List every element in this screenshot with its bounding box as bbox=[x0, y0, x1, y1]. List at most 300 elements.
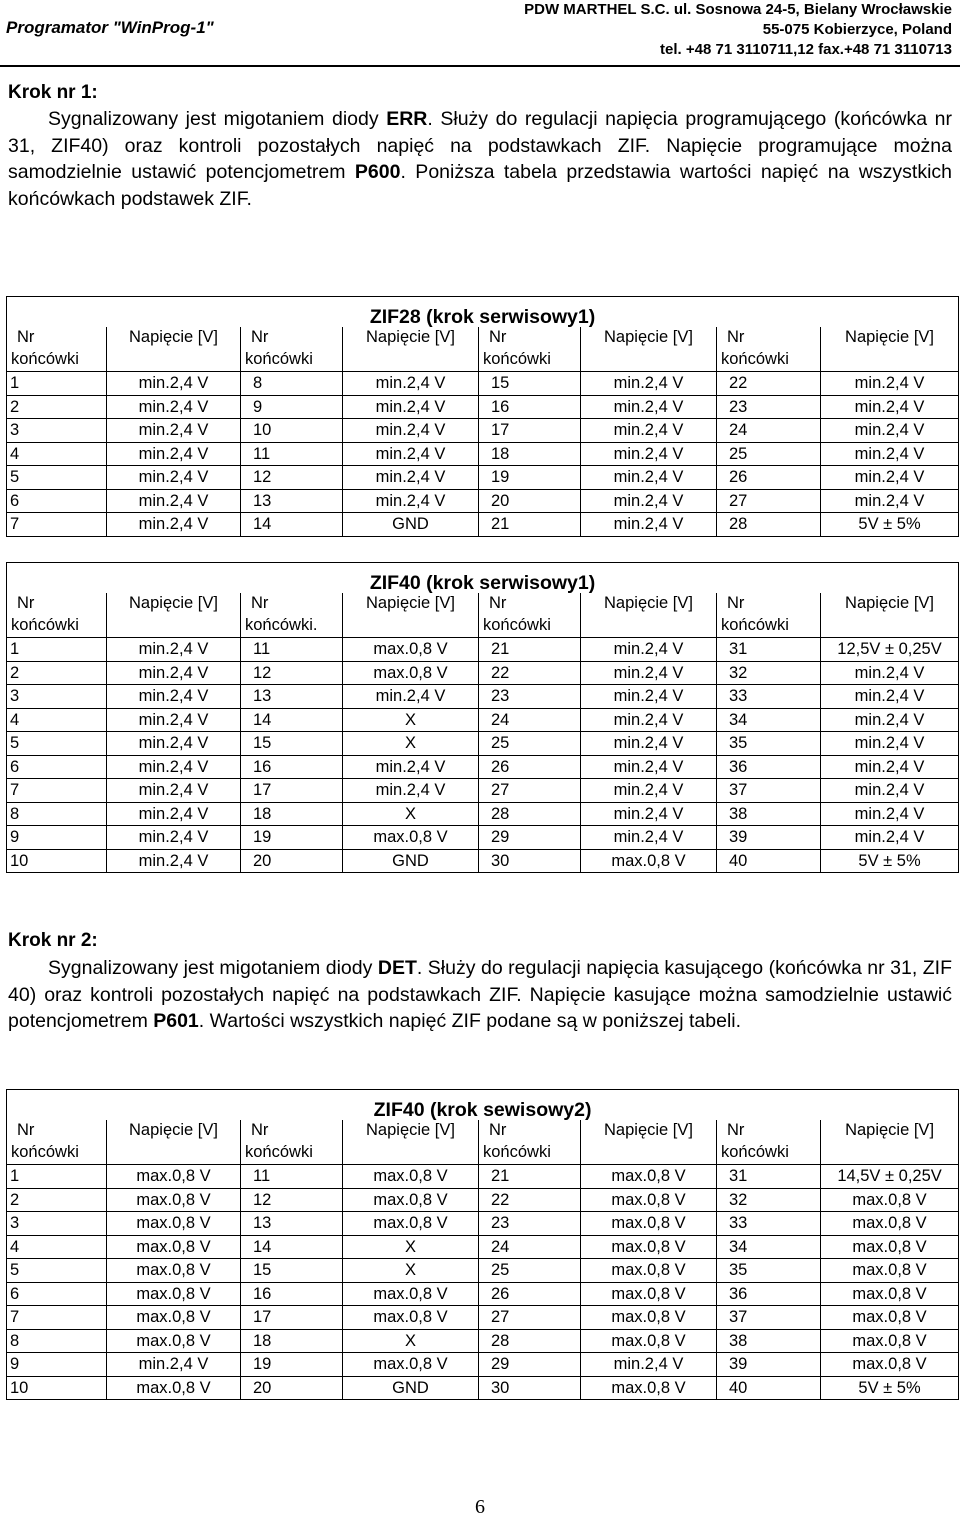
table-row bbox=[7, 755, 959, 779]
voltage-cell: min.2,4 V bbox=[107, 732, 241, 756]
pin-number-cell: 23 bbox=[479, 1212, 581, 1236]
header-voltage: Napięcie [V] bbox=[343, 1120, 479, 1165]
header-konc: końcówki bbox=[241, 1142, 343, 1165]
step2-title: Krok nr 2: bbox=[8, 930, 98, 951]
table-row bbox=[7, 826, 959, 850]
voltage-cell: max.0,8 V bbox=[343, 1188, 479, 1212]
voltage-cell: max.0,8 V bbox=[343, 1282, 479, 1306]
voltage-cell: min.2,4 V bbox=[343, 442, 479, 466]
voltage-cell: min.2,4 V bbox=[821, 466, 959, 490]
voltage-cell: X bbox=[343, 1235, 479, 1259]
pin-number-cell: 32 bbox=[717, 1188, 821, 1212]
pin-number-cell: 6 bbox=[7, 489, 107, 513]
header-voltage: Napięcie [V] bbox=[821, 327, 959, 372]
table-row bbox=[7, 1235, 959, 1259]
pin-number-cell: 25 bbox=[479, 732, 581, 756]
header-konc: końcówki bbox=[717, 349, 821, 372]
voltage-cell: max.0,8 V bbox=[343, 826, 479, 850]
voltage-cell: max.0,8 V bbox=[821, 1212, 959, 1236]
voltage-cell: min.2,4 V bbox=[107, 489, 241, 513]
pin-number-cell: 3 bbox=[7, 1212, 107, 1236]
voltage-cell: max.0,8 V bbox=[343, 1212, 479, 1236]
header-nr: Nr bbox=[241, 593, 343, 615]
voltage-cell: X bbox=[343, 1329, 479, 1353]
pin-number-cell: 12 bbox=[241, 466, 343, 490]
voltage-cell: max.0,8 V bbox=[581, 1306, 717, 1330]
header-konc: końcówki bbox=[479, 349, 581, 372]
voltage-cell: min.2,4 V bbox=[821, 395, 959, 419]
pin-number-cell: 16 bbox=[479, 395, 581, 419]
pin-number-cell: 2 bbox=[7, 1188, 107, 1212]
voltage-cell: min.2,4 V bbox=[343, 755, 479, 779]
pin-number-cell: 35 bbox=[717, 732, 821, 756]
voltage-cell: min.2,4 V bbox=[343, 466, 479, 490]
pin-number-cell: 9 bbox=[241, 395, 343, 419]
voltage-cell: min.2,4 V bbox=[581, 708, 717, 732]
pin-number-cell: 20 bbox=[479, 489, 581, 513]
pin-number-cell: 18 bbox=[479, 442, 581, 466]
header-nr: Nr bbox=[479, 593, 581, 615]
pin-number-cell: 1 bbox=[7, 1165, 107, 1189]
pin-number-cell: 26 bbox=[479, 1282, 581, 1306]
pin-number-cell: 28 bbox=[717, 513, 821, 537]
voltage-cell: min.2,4 V bbox=[581, 802, 717, 826]
pin-number-cell: 34 bbox=[717, 1235, 821, 1259]
voltage-cell: max.0,8 V bbox=[107, 1306, 241, 1330]
voltage-cell: min.2,4 V bbox=[821, 685, 959, 709]
voltage-cell: min.2,4 V bbox=[107, 779, 241, 803]
header-konc: końcówki. bbox=[241, 615, 343, 638]
pin-number-cell: 39 bbox=[717, 826, 821, 850]
table-zif40-step1 bbox=[6, 562, 959, 873]
pin-number-cell: 17 bbox=[479, 419, 581, 443]
pin-number-cell: 31 bbox=[717, 638, 821, 662]
pin-number-cell: 11 bbox=[241, 442, 343, 466]
pin-number-cell: 15 bbox=[241, 1259, 343, 1283]
pin-number-cell: 16 bbox=[241, 755, 343, 779]
pin-number-cell: 10 bbox=[7, 1376, 107, 1400]
voltage-cell: min.2,4 V bbox=[107, 466, 241, 490]
pin-number-cell: 15 bbox=[479, 372, 581, 396]
pin-number-cell: 29 bbox=[479, 826, 581, 850]
table-row bbox=[7, 1165, 959, 1189]
pin-number-cell: 27 bbox=[479, 1306, 581, 1330]
pin-number-cell: 8 bbox=[241, 372, 343, 396]
pin-number-cell: 2 bbox=[7, 395, 107, 419]
pin-number-cell: 39 bbox=[717, 1353, 821, 1377]
pin-number-cell: 20 bbox=[241, 849, 343, 873]
table-row bbox=[7, 1306, 959, 1330]
pin-number-cell: 38 bbox=[717, 1329, 821, 1353]
header-nr: Nr bbox=[241, 327, 343, 349]
voltage-cell: max.0,8 V bbox=[581, 1165, 717, 1189]
voltage-cell: max.0,8 V bbox=[107, 1235, 241, 1259]
pin-number-cell: 14 bbox=[241, 1235, 343, 1259]
pin-number-cell: 25 bbox=[479, 1259, 581, 1283]
pin-number-cell: 34 bbox=[717, 708, 821, 732]
pin-number-cell: 33 bbox=[717, 685, 821, 709]
pin-number-cell: 21 bbox=[479, 513, 581, 537]
pin-number-cell: 30 bbox=[479, 1376, 581, 1400]
voltage-cell: min.2,4 V bbox=[581, 661, 717, 685]
pin-number-cell: 23 bbox=[479, 685, 581, 709]
voltage-cell: min.2,4 V bbox=[821, 372, 959, 396]
header-konc: końcówki bbox=[479, 615, 581, 638]
pin-number-cell: 5 bbox=[7, 732, 107, 756]
voltage-cell: max.0,8 V bbox=[581, 1259, 717, 1283]
header-konc: końcówki bbox=[241, 349, 343, 372]
voltage-cell: min.2,4 V bbox=[821, 802, 959, 826]
table-row bbox=[7, 513, 959, 537]
voltage-cell: max.0,8 V bbox=[343, 661, 479, 685]
pin-number-cell: 4 bbox=[7, 708, 107, 732]
table-row bbox=[7, 1188, 959, 1212]
voltage-cell: min.2,4 V bbox=[343, 395, 479, 419]
header-nr: Nr bbox=[7, 327, 107, 349]
voltage-cell: min.2,4 V bbox=[107, 802, 241, 826]
header-voltage: Napięcie [V] bbox=[581, 327, 717, 372]
voltage-cell: max.0,8 V bbox=[107, 1376, 241, 1400]
voltage-cell: 14,5V ± 0,25V bbox=[821, 1165, 959, 1189]
header-konc: końcówki bbox=[7, 349, 107, 372]
step1-paragraph bbox=[8, 106, 952, 212]
voltage-cell: min.2,4 V bbox=[581, 513, 717, 537]
voltage-cell: max.0,8 V bbox=[821, 1282, 959, 1306]
pin-number-cell: 11 bbox=[241, 638, 343, 662]
pin-number-cell: 21 bbox=[479, 1165, 581, 1189]
step2-paragraph bbox=[8, 955, 952, 1035]
table-zif40-step1-wrap bbox=[6, 562, 959, 873]
pin-number-cell: 4 bbox=[7, 442, 107, 466]
pin-number-cell: 28 bbox=[479, 1329, 581, 1353]
pin-number-cell: 1 bbox=[7, 372, 107, 396]
step2-potentiometer: P601 bbox=[153, 1010, 199, 1032]
voltage-cell: max.0,8 V bbox=[107, 1188, 241, 1212]
voltage-cell: max.0,8 V bbox=[821, 1329, 959, 1353]
pin-number-cell: 36 bbox=[717, 755, 821, 779]
pin-number-cell: 35 bbox=[717, 1259, 821, 1283]
voltage-cell: min.2,4 V bbox=[107, 419, 241, 443]
table-row bbox=[7, 1353, 959, 1377]
voltage-cell: max.0,8 V bbox=[107, 1329, 241, 1353]
pin-number-cell: 38 bbox=[717, 802, 821, 826]
voltage-cell: min.2,4 V bbox=[107, 849, 241, 873]
voltage-cell: max.0,8 V bbox=[821, 1353, 959, 1377]
voltage-cell: min.2,4 V bbox=[107, 826, 241, 850]
voltage-cell: max.0,8 V bbox=[343, 638, 479, 662]
step1-title: Krok nr 1: bbox=[8, 82, 98, 103]
voltage-cell: min.2,4 V bbox=[821, 708, 959, 732]
table-row bbox=[7, 395, 959, 419]
table-row bbox=[7, 732, 959, 756]
header-nr: Nr bbox=[717, 1120, 821, 1142]
pin-number-cell: 3 bbox=[7, 419, 107, 443]
voltage-cell: min.2,4 V bbox=[343, 489, 479, 513]
voltage-cell: max.0,8 V bbox=[581, 849, 717, 873]
voltage-cell: min.2,4 V bbox=[107, 755, 241, 779]
voltage-cell: max.0,8 V bbox=[107, 1259, 241, 1283]
voltage-cell: GND bbox=[343, 849, 479, 873]
voltage-cell: min.2,4 V bbox=[107, 685, 241, 709]
pin-number-cell: 37 bbox=[717, 1306, 821, 1330]
voltage-cell: min.2,4 V bbox=[581, 755, 717, 779]
header-nr: Nr bbox=[7, 1120, 107, 1142]
step1-led-name: ERR bbox=[386, 108, 428, 130]
pin-number-cell: 24 bbox=[479, 708, 581, 732]
voltage-cell: min.2,4 V bbox=[581, 372, 717, 396]
pin-number-cell: 26 bbox=[479, 755, 581, 779]
pin-number-cell: 13 bbox=[241, 489, 343, 513]
pin-number-cell: 11 bbox=[241, 1165, 343, 1189]
table-row bbox=[7, 1376, 959, 1400]
voltage-cell: max.0,8 V bbox=[581, 1376, 717, 1400]
table-row bbox=[7, 1259, 959, 1283]
voltage-cell: min.2,4 V bbox=[107, 708, 241, 732]
header-product-title: Programator "WinProg-1" bbox=[6, 18, 214, 37]
header-company-info bbox=[524, 0, 952, 60]
header-nr: Nr bbox=[7, 593, 107, 615]
pin-number-cell: 16 bbox=[241, 1282, 343, 1306]
table-title: ZIF40 (krok sewisowy2) bbox=[7, 1090, 959, 1121]
pin-number-cell: 10 bbox=[7, 849, 107, 873]
voltage-cell: max.0,8 V bbox=[821, 1188, 959, 1212]
header-voltage: Napięcie [V] bbox=[821, 593, 959, 638]
step1-text-b: . Służy do regulacji napięcia programującego (końcówka nr 31, ZIF40) oraz kontroli pozostałych napięć na podstawkach ZIF. Napięcie programujące można samodzielnie ustawić potencjometrem bbox=[8, 108, 952, 183]
voltage-cell: min.2,4 V bbox=[821, 779, 959, 803]
voltage-cell: GND bbox=[343, 513, 479, 537]
pin-number-cell: 29 bbox=[479, 1353, 581, 1377]
voltage-cell: X bbox=[343, 732, 479, 756]
voltage-cell: max.0,8 V bbox=[821, 1306, 959, 1330]
voltage-cell: min.2,4 V bbox=[821, 826, 959, 850]
header-company-line: PDW MARTHEL S.C. ul. Sosnowa 24-5, Bielany Wrocławskie bbox=[524, 1, 952, 18]
pin-number-cell: 32 bbox=[717, 661, 821, 685]
pin-number-cell: 12 bbox=[241, 661, 343, 685]
header-voltage: Napięcie [V] bbox=[107, 1120, 241, 1165]
header-voltage: Napięcie [V] bbox=[107, 593, 241, 638]
header-voltage: Napięcie [V] bbox=[107, 327, 241, 372]
pin-number-cell: 23 bbox=[717, 395, 821, 419]
voltage-cell: max.0,8 V bbox=[343, 1165, 479, 1189]
pin-number-cell: 9 bbox=[7, 1353, 107, 1377]
voltage-cell: min.2,4 V bbox=[107, 513, 241, 537]
pin-number-cell: 13 bbox=[241, 685, 343, 709]
voltage-cell: X bbox=[343, 1259, 479, 1283]
voltage-cell: X bbox=[343, 708, 479, 732]
voltage-cell: max.0,8 V bbox=[821, 1259, 959, 1283]
step2-text-a: Sygnalizowany jest migotaniem diody bbox=[48, 957, 378, 979]
pin-number-cell: 5 bbox=[7, 1259, 107, 1283]
pin-number-cell: 18 bbox=[241, 1329, 343, 1353]
voltage-cell: max.0,8 V bbox=[581, 1212, 717, 1236]
voltage-cell: min.2,4 V bbox=[581, 1353, 717, 1377]
pin-number-cell: 21 bbox=[479, 638, 581, 662]
voltage-cell: min.2,4 V bbox=[581, 442, 717, 466]
pin-number-cell: 6 bbox=[7, 755, 107, 779]
voltage-cell: min.2,4 V bbox=[821, 489, 959, 513]
voltage-cell: min.2,4 V bbox=[343, 419, 479, 443]
header-voltage: Napięcie [V] bbox=[343, 593, 479, 638]
table-zif40-step2 bbox=[6, 1089, 959, 1400]
voltage-cell: min.2,4 V bbox=[107, 1353, 241, 1377]
voltage-cell: min.2,4 V bbox=[581, 685, 717, 709]
voltage-cell: max.0,8 V bbox=[343, 1306, 479, 1330]
voltage-cell: min.2,4 V bbox=[821, 442, 959, 466]
pin-number-cell: 10 bbox=[241, 419, 343, 443]
pin-number-cell: 19 bbox=[241, 826, 343, 850]
header-address-line: 55-075 Kobierzyce, Poland bbox=[762, 21, 952, 38]
header-nr: Nr bbox=[479, 327, 581, 349]
pin-number-cell: 8 bbox=[7, 802, 107, 826]
voltage-cell: GND bbox=[343, 1376, 479, 1400]
table-zif40-step2-wrap bbox=[6, 1089, 959, 1400]
table-row bbox=[7, 1212, 959, 1236]
table-zif28-step1-wrap bbox=[6, 296, 959, 537]
table-row bbox=[7, 779, 959, 803]
pin-number-cell: 24 bbox=[717, 419, 821, 443]
voltage-cell: min.2,4 V bbox=[821, 732, 959, 756]
pin-number-cell: 18 bbox=[241, 802, 343, 826]
pin-number-cell: 17 bbox=[241, 779, 343, 803]
table-row bbox=[7, 802, 959, 826]
voltage-cell: max.0,8 V bbox=[107, 1165, 241, 1189]
pin-number-cell: 25 bbox=[717, 442, 821, 466]
pin-number-cell: 30 bbox=[479, 849, 581, 873]
pin-number-cell: 2 bbox=[7, 661, 107, 685]
voltage-cell: min.2,4 V bbox=[107, 442, 241, 466]
voltage-cell: min.2,4 V bbox=[581, 826, 717, 850]
header-voltage: Napięcie [V] bbox=[821, 1120, 959, 1165]
pin-number-cell: 20 bbox=[241, 1376, 343, 1400]
voltage-cell: 5V ± 5% bbox=[821, 849, 959, 873]
pin-number-cell: 5 bbox=[7, 466, 107, 490]
voltage-cell: X bbox=[343, 802, 479, 826]
pin-number-cell: 8 bbox=[7, 1329, 107, 1353]
voltage-cell: min.2,4 V bbox=[821, 419, 959, 443]
voltage-cell: max.0,8 V bbox=[581, 1329, 717, 1353]
voltage-cell: min.2,4 V bbox=[107, 395, 241, 419]
header-voltage: Napięcie [V] bbox=[343, 327, 479, 372]
voltage-cell: 12,5V ± 0,25V bbox=[821, 638, 959, 662]
page-number: 6 bbox=[475, 1496, 485, 1518]
voltage-cell: min.2,4 V bbox=[107, 661, 241, 685]
voltage-cell: max.0,8 V bbox=[581, 1235, 717, 1259]
pin-number-cell: 3 bbox=[7, 685, 107, 709]
pin-number-cell: 9 bbox=[7, 826, 107, 850]
pin-number-cell: 40 bbox=[717, 849, 821, 873]
pin-number-cell: 17 bbox=[241, 1306, 343, 1330]
pin-number-cell: 12 bbox=[241, 1188, 343, 1212]
header-konc: końcówki bbox=[7, 1142, 107, 1165]
pin-number-cell: 13 bbox=[241, 1212, 343, 1236]
pin-number-cell: 19 bbox=[479, 466, 581, 490]
header-konc: końcówki bbox=[7, 615, 107, 638]
pin-number-cell: 19 bbox=[241, 1353, 343, 1377]
table-row bbox=[7, 442, 959, 466]
pin-number-cell: 22 bbox=[479, 661, 581, 685]
voltage-cell: max.0,8 V bbox=[107, 1282, 241, 1306]
voltage-cell: min.2,4 V bbox=[343, 685, 479, 709]
table-title: ZIF28 (krok serwisowy1) bbox=[7, 297, 959, 328]
header-konc: końcówki bbox=[479, 1142, 581, 1165]
step1-text-a: Sygnalizowany jest migotaniem diody bbox=[48, 108, 387, 130]
voltage-cell: min.2,4 V bbox=[343, 779, 479, 803]
table-row bbox=[7, 708, 959, 732]
table-title: ZIF40 (krok serwisowy1) bbox=[7, 563, 959, 594]
pin-number-cell: 31 bbox=[717, 1165, 821, 1189]
table-row bbox=[7, 1282, 959, 1306]
voltage-cell: min.2,4 V bbox=[343, 372, 479, 396]
pin-number-cell: 26 bbox=[717, 466, 821, 490]
voltage-cell: min.2,4 V bbox=[581, 779, 717, 803]
voltage-cell: min.2,4 V bbox=[821, 661, 959, 685]
voltage-cell: max.0,8 V bbox=[343, 1353, 479, 1377]
table-row bbox=[7, 372, 959, 396]
voltage-cell: min.2,4 V bbox=[107, 638, 241, 662]
pin-number-cell: 40 bbox=[717, 1376, 821, 1400]
pin-number-cell: 15 bbox=[241, 732, 343, 756]
voltage-cell: min.2,4 V bbox=[581, 466, 717, 490]
header-nr: Nr bbox=[241, 1120, 343, 1142]
step1-potentiometer: P600 bbox=[354, 161, 401, 183]
pin-number-cell: 33 bbox=[717, 1212, 821, 1236]
table-zif28-step1 bbox=[6, 296, 959, 537]
header-konc: końcówki bbox=[717, 1142, 821, 1165]
pin-number-cell: 14 bbox=[241, 513, 343, 537]
pin-number-cell: 24 bbox=[479, 1235, 581, 1259]
header-nr: Nr bbox=[479, 1120, 581, 1142]
pin-number-cell: 22 bbox=[479, 1188, 581, 1212]
voltage-cell: min.2,4 V bbox=[581, 395, 717, 419]
header-konc: końcówki bbox=[717, 615, 821, 638]
voltage-cell: max.0,8 V bbox=[581, 1282, 717, 1306]
pin-number-cell: 7 bbox=[7, 513, 107, 537]
table-row bbox=[7, 849, 959, 873]
pin-number-cell: 14 bbox=[241, 708, 343, 732]
step2-led-name: DET bbox=[377, 957, 417, 979]
voltage-cell: max.0,8 V bbox=[821, 1235, 959, 1259]
pin-number-cell: 4 bbox=[7, 1235, 107, 1259]
pin-number-cell: 7 bbox=[7, 1306, 107, 1330]
table-row bbox=[7, 685, 959, 709]
header-voltage: Napięcie [V] bbox=[581, 593, 717, 638]
voltage-cell: min.2,4 V bbox=[581, 732, 717, 756]
pin-number-cell: 27 bbox=[717, 489, 821, 513]
table-row bbox=[7, 466, 959, 490]
table-row bbox=[7, 1329, 959, 1353]
step1-text-c: . Poniższa tabela przedstawia wartości napięć na wszystkich końcówkach podstawek ZIF. bbox=[8, 161, 952, 210]
header-contact-line: tel. +48 71 3110711,12 fax.+48 71 3110713 bbox=[660, 41, 952, 58]
voltage-cell: min.2,4 V bbox=[581, 489, 717, 513]
voltage-cell: min.2,4 V bbox=[821, 755, 959, 779]
voltage-cell: min.2,4 V bbox=[581, 638, 717, 662]
pin-number-cell: 22 bbox=[717, 372, 821, 396]
pin-number-cell: 1 bbox=[7, 638, 107, 662]
pin-number-cell: 28 bbox=[479, 802, 581, 826]
header-voltage: Napięcie [V] bbox=[581, 1120, 717, 1165]
step2-text-c: . Wartości wszystkich napięć ZIF podane są w poniższej tabeli. bbox=[198, 1010, 742, 1032]
voltage-cell: min.2,4 V bbox=[107, 372, 241, 396]
table-row bbox=[7, 489, 959, 513]
page-header bbox=[0, 0, 960, 66]
table-row bbox=[7, 419, 959, 443]
table-row bbox=[7, 638, 959, 662]
voltage-cell: 5V ± 5% bbox=[821, 1376, 959, 1400]
table-row bbox=[7, 661, 959, 685]
step2-text-b: . Służy do regulacji napięcia kasującego (końcówka nr 31, ZIF 40) oraz kontroli pozostałych napięć na podstawkach ZIF. Napięcie kasujące można samodzielnie ustawić potencjometrem bbox=[8, 957, 952, 1032]
voltage-cell: max.0,8 V bbox=[107, 1212, 241, 1236]
voltage-cell: max.0,8 V bbox=[581, 1188, 717, 1212]
